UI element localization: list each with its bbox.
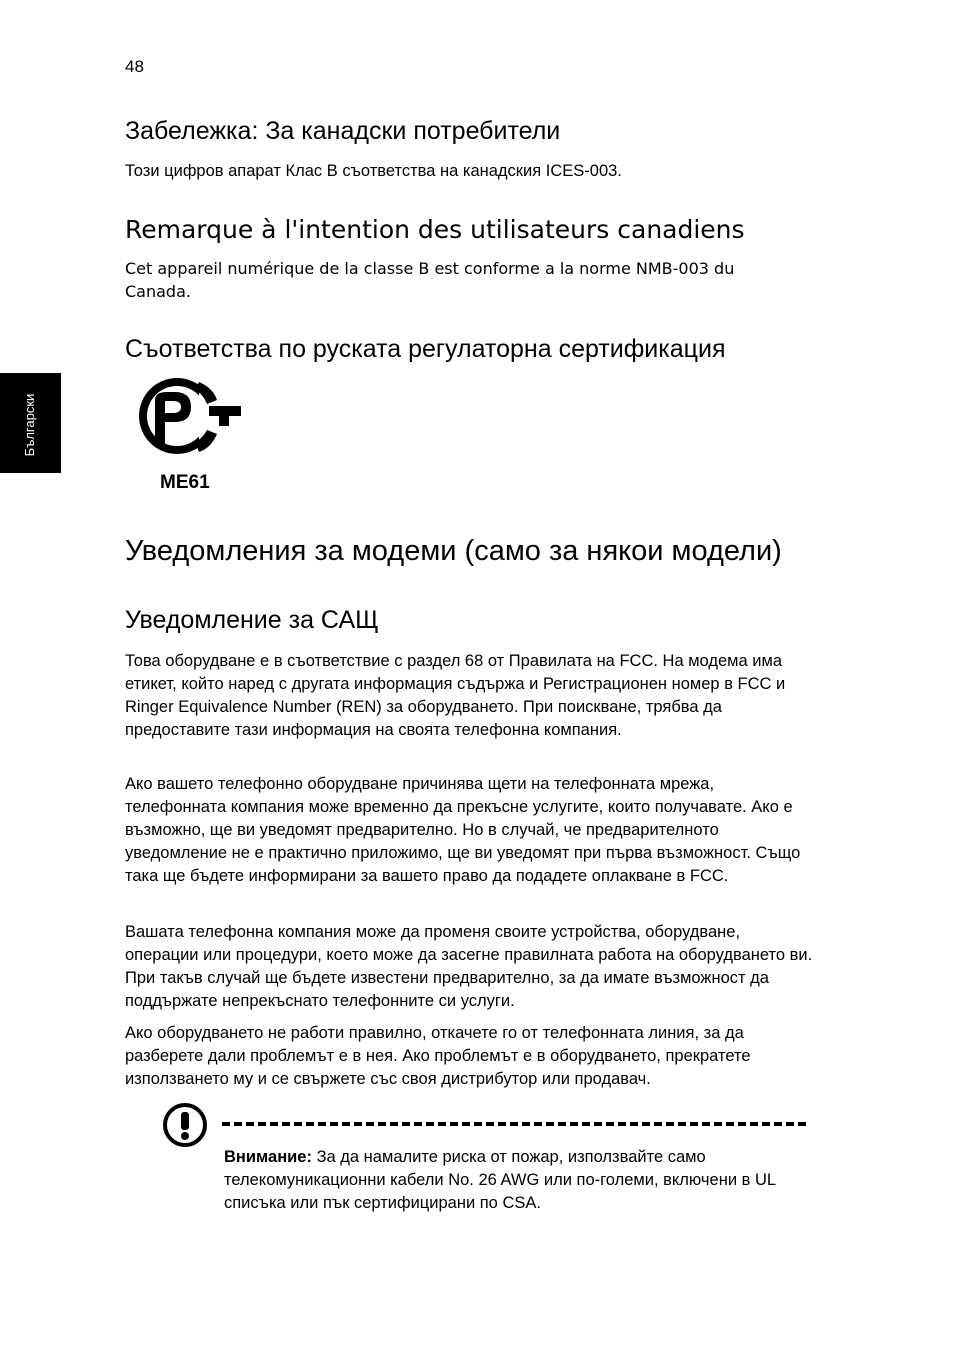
side-tab-label: Български [22, 393, 37, 457]
warning-label: Внимание: [224, 1148, 312, 1166]
page-number: 48 [125, 57, 144, 76]
logo-label: ME61 [160, 472, 210, 493]
canada-bg-text: Този цифров апарат Клас B съответства на канадския ICES-003. [125, 162, 622, 180]
section-title-russia: Съответства по руската регулаторна сертификация [125, 335, 726, 363]
section-title-modem: Уведомления за модеми (само за някои модели) [125, 535, 782, 567]
usa-paragraph-4: Ако оборудването не работи правилно, откачете го от телефонната линия, за да разберете дали проблемът е в нея. Ако проблемът е в оборудването, прекратете използването му и се свържете със своя дистрибутор или продавач. [125, 1024, 751, 1088]
usa-paragraph-1: Това оборудване е в съответствие с раздел 68 от Правилата на FCC. На модема има етикет, който наред с другата информация съдържа и Регистрационен номер в FCC и Ringer Equivalence Number (REN) за оборудването. При поискване, трябва да предоставите тази информация на своята телефонна компания. [125, 652, 786, 739]
section-title-canada-bg: Забележка: За канадски потребители [125, 117, 561, 145]
section-title-canada-fr: Remarque à l'intention des utilisateurs canadiens [125, 215, 745, 244]
section-title-usa: Уведомление за САЩ [125, 606, 379, 634]
canada-fr-text: Cet appareil numérique de la classe B est conforme a la norme NMB-003 du Canada. [125, 259, 735, 301]
pct-certification-logo [137, 374, 243, 462]
language-side-tab [0, 373, 61, 473]
warning-text: За да намалите риска от пожар, използвайте само телекомуникационни кабели No. 26 AWG или по-големи, включени в UL списъка или пък сертифицирани по CSA. [224, 1148, 776, 1212]
usa-paragraph-2: Ако вашето телефонно оборудване причинява щети на телефонната мрежа, телефонната компания може временно да прекъсне услугите, които получавате. Ако е възможно, ще ви уведомят предварително. Но в случай, че предварителното уведомление не е практично приложимо, ще ви уведомят при първа възможност. Също така ще бъдете информирани за вашето право да подадете оплакване в FCC. [125, 775, 801, 885]
warning-exclamation-icon [162, 1102, 208, 1148]
warning-note [224, 1146, 809, 1215]
warning-divider [222, 1122, 806, 1126]
usa-paragraph-3: Вашата телефонна компания може да променя своите устройства, оборудване, операции или процедури, което може да засегне правилната работа на оборудването ви. При такъв случай ще бъдете известени предварително, за да имате възможност да поддържате непрекъснато телефонните си услуги. [125, 923, 813, 1010]
